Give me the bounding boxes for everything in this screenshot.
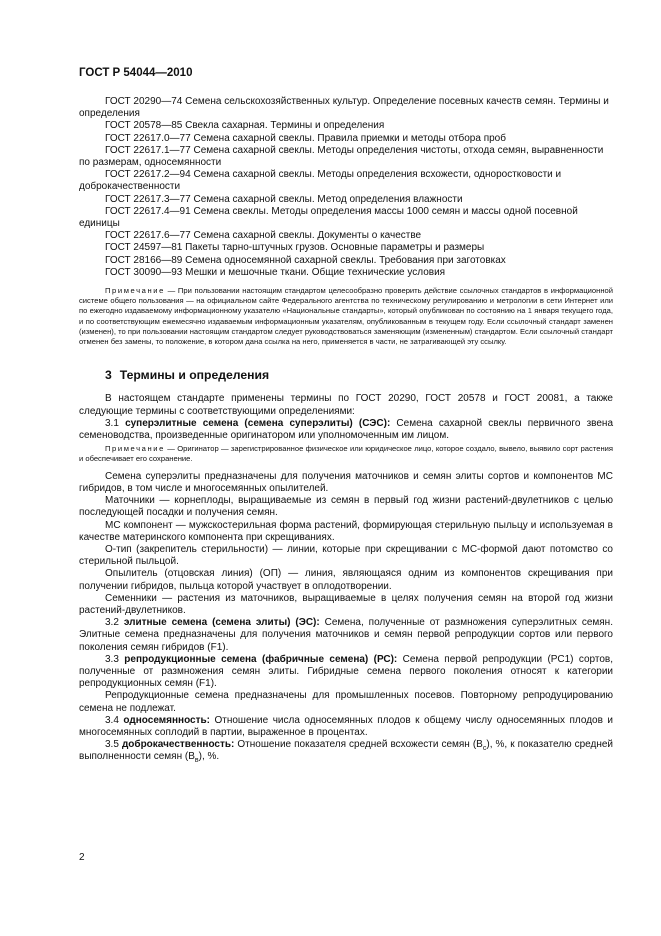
term-3-5: 3.5 доброкачественность: Отношение показателя средней всхожести семян $(В_с)$, %, к показателю средней выполненности семян $(В_в)$, %. <box>79 739 614 765</box>
references-list <box>79 96 613 279</box>
document-body <box>79 96 613 764</box>
reference-item: ГОСТ 20290—74 Семена сельскохозяйственных культур. Определение посевных качеств семян. Термины и определения <box>79 96 609 120</box>
section-heading: 3 Термины и определения <box>105 368 270 383</box>
reference-item: ГОСТ 20578—85 Свекла сахарная. Термины и определения <box>105 120 385 132</box>
reference-item: ГОСТ 22617.1—77 Семена сахарной свеклы. Методы определения чистоты, отхода семян, выравненности по размерам, односемянности <box>79 144 604 169</box>
note-label: Примечание <box>105 444 165 454</box>
reference-item: ГОСТ 24597—81 Пакеты тарно-штучных грузов. Основные параметры и размеры <box>105 242 485 254</box>
note-text: — При пользовании настоящим стандартом целесообразно проверить действие ссылочных стандартов в информационной системе общего пользования — на официальном сайте Федерального агентства по техническому регулированию и метрологии в сети Интернет или по ежегодно издаваемому информационному указателю «Национальные стандарты», который опубликован по состоянию на 1 января текущего года, и по соответствующим ежемесячно издаваемым информационным указателям, опубликованным в текущем году. Если ссылочный стандарт заменен (изменен), то при пользовании настоящим стандартом следует руководствоваться заменяющим (измененным) стандартом. Если ссылочный стандарт отменен без замены, то положение, в котором дана ссылка на него, применяется в части, не затрагивающей эту ссылку. <box>79 286 613 347</box>
reference-item: ГОСТ 28166—89 Семена односемянной сахарной свеклы. Требования при заготовках <box>105 254 506 266</box>
page-number: 2 <box>79 852 85 863</box>
paragraph: МС компонент — мужскостерильная форма растений, формирующая стерильную пыльцу и используемая в качестве материнского компонента при скрещиваниях. <box>79 519 613 543</box>
document-header: ГОСТ Р 54044—2010 <box>79 67 193 79</box>
section-intro: В настоящем стандарте применены термины по ГОСТ 20290, ГОСТ 20578 и ГОСТ 20081, а также следующие термины с соответствующими определениями: <box>79 393 613 417</box>
reference-item: ГОСТ 22617.4—91 Семена свеклы. Методы определения массы 1000 семян и массы одной посевной единицы <box>79 205 578 230</box>
paragraph: Опылитель (отцовская линия) (ОП) — линия, являющаяся одним из компонентов скрещивания при получении гибридов, пыльца которой участвует в оплодотворении. <box>79 568 613 592</box>
note-originator <box>79 444 613 464</box>
term-3-3: 3.3 репродукционные семена (фабричные семена) (РС): Семена первой репродукции (РС1) сортов, полученные от размножения семян элиты. Гибридные семена первого поколения относят к категории репродукционных семян (F1). <box>79 653 613 690</box>
paragraph: Репродукционные семена предназначены для промышленных посевов. Повторному репродуцированию семена не подлежат. <box>79 690 613 714</box>
reference-item: ГОСТ 22617.6—77 Семена сахарной свеклы. Документы о качестве <box>105 230 422 242</box>
paragraph: Семенники — растения из маточников, выращиваемые в целях получения семян на второй год жизни растений-двулетников. <box>79 592 613 616</box>
term-3-1: 3.1 суперэлитные семена (семена суперэлиты) (СЭС): Семена сахарной свеклы первичного звена семеноводства, произведенные оригинатором или уполномоченным им лицом. <box>79 417 614 442</box>
term-3-4: 3.4 односемянность: Отношение числа односемянных плодов к общему числу односемянных плодов и многосемянных соплодий в партии, выраженное в процентах. <box>79 714 614 738</box>
term-name: репродукционные семена (фабричные семена) (РС): <box>124 653 398 665</box>
paragraph: О-тип (закрепитель стерильности) — линии, которые при скрещивании с МС-формой дают потомство со стерильной пыльцой. <box>79 543 613 568</box>
note-text: — Оригинатор — зарегистрированное физическое или юридическое лицо, которое создало, вывело, выявило сорт растения и обеспечивает его сохранение. <box>79 444 613 464</box>
term-name: элитные семена (семена элиты) (ЭС): <box>123 617 320 629</box>
reference-item: ГОСТ 30090—93 Мешки и мешочные ткани. Общие технические условия <box>105 266 446 278</box>
note-label: Примечание <box>105 286 165 296</box>
reference-item: ГОСТ 22617.2—94 Семена сахарной свеклы. Методы определения всхожести, одноростковости и доброкачественности <box>79 169 562 193</box>
paragraph: Маточники — корнеплоды, выращиваемые из семян в первый год жизни растений-двулетников с целью последующей посадки и получения семян. <box>79 495 613 519</box>
reference-item: ГОСТ 22617.0—77 Семена сахарной свеклы. Правила приемки и методы отбора проб <box>105 132 506 144</box>
term-name: доброкачественность: <box>121 739 235 751</box>
term-name: односемянность: <box>123 714 210 726</box>
term-name: суперэлитные семена (семена суперэлиты) (СЭС): <box>125 417 391 429</box>
paragraph: Семена суперэлиты предназначены для получения маточников и семян элиты сортов и компонентов МС гибридов, в том числе и многосемянных опылителей. <box>79 470 613 494</box>
term-3-2: 3.2 элитные семена (семена элиты) (ЭС): Семена, полученные от размножения суперэлитных семян. Элитные семена предназначены для получения маточников и семян первой репродукции сортов или первого поколения семян гибридов (F1). <box>79 617 613 653</box>
note-references <box>79 286 613 347</box>
reference-item: ГОСТ 22617.3—77 Семена сахарной свеклы. Метод определения влажности <box>105 193 463 205</box>
